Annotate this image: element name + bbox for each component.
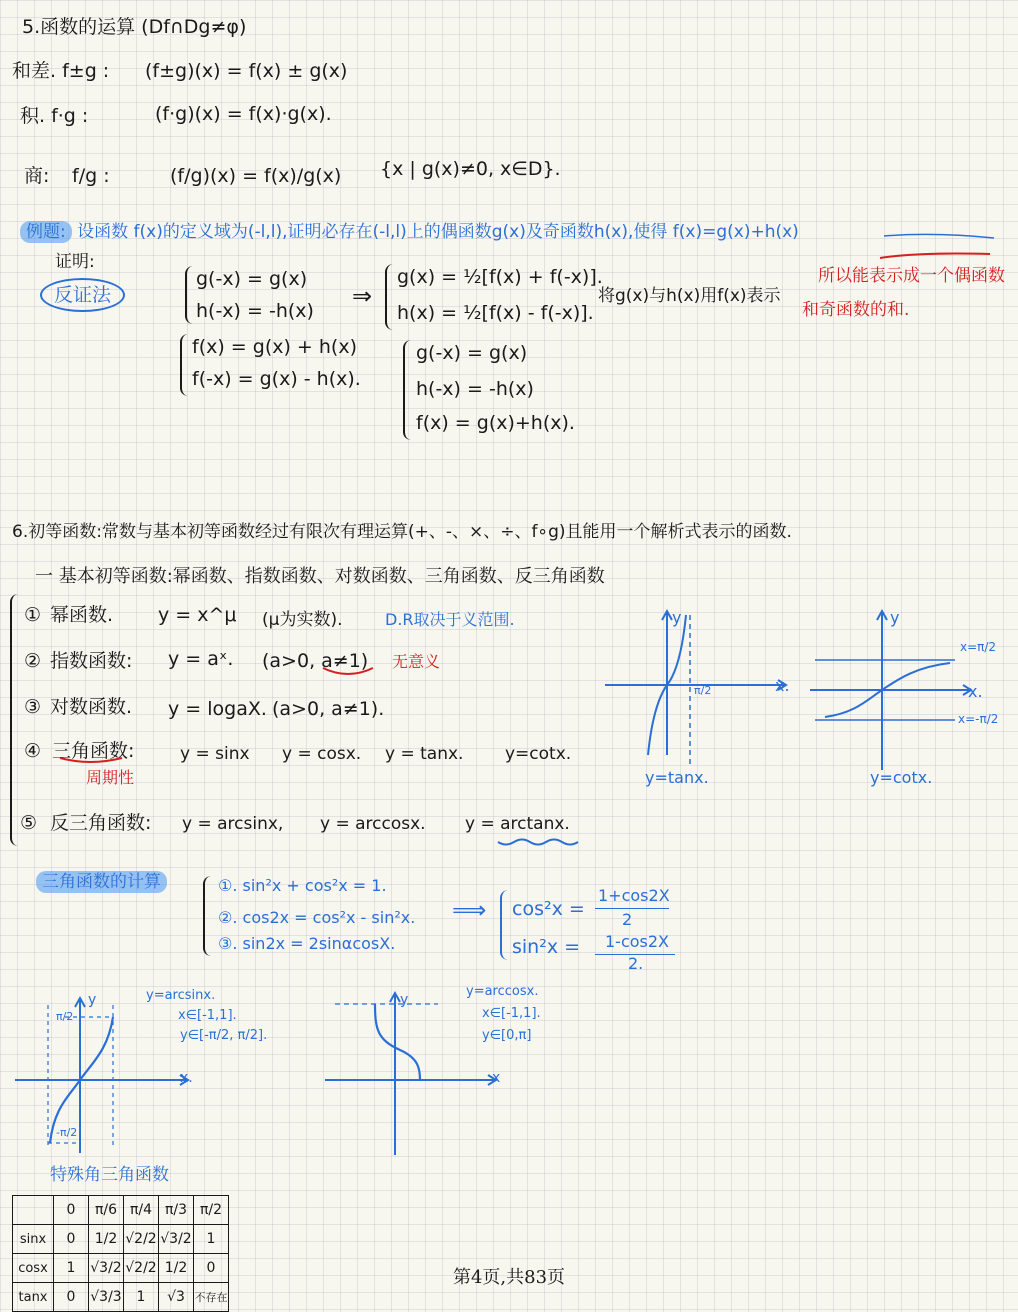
table-cell: √3/2 bbox=[159, 1225, 194, 1254]
check-even: g(-x) = g(x) bbox=[416, 342, 528, 364]
table-header-row bbox=[13, 1196, 229, 1225]
red-note-line-2: 和奇函数的和. bbox=[802, 300, 910, 320]
table-cell: √3/2 bbox=[89, 1254, 124, 1283]
trig-value-table bbox=[12, 1195, 229, 1312]
item-4-name: 三角函数: bbox=[52, 740, 135, 762]
sys2-diff: f(-x) = g(x) - h(x). bbox=[192, 368, 361, 390]
arccos-caption: y=arccosx. bbox=[466, 984, 539, 999]
sum-formula: (f±g)(x) = f(x) ± g(x) bbox=[145, 60, 348, 82]
table-corner bbox=[13, 1196, 54, 1225]
item-2-condition: (a>0, a≠1) bbox=[262, 650, 369, 672]
item-3-condition: (a>0, a≠1). bbox=[272, 698, 385, 720]
sin-squared-lhs: sin²x = bbox=[512, 936, 581, 958]
item-3-number: ③ bbox=[24, 696, 42, 718]
check-odd: h(-x) = -h(x) bbox=[416, 378, 534, 400]
cos-squared-numerator: 1+cos2X bbox=[598, 886, 670, 905]
trig-arrow: ⟹ bbox=[452, 896, 487, 924]
item-4-red-note: 周期性 bbox=[86, 768, 135, 787]
arccos-axis-x: x bbox=[492, 1070, 501, 1086]
trig-identity-3: ③. sin2x = 2sinαcosX. bbox=[218, 934, 396, 953]
tan-caption: y=tanx. bbox=[645, 768, 709, 787]
table-cell: √2/2 bbox=[124, 1225, 159, 1254]
arcsin-axis-y: y bbox=[88, 992, 97, 1008]
cos-squared-lhs: cos²x = bbox=[512, 898, 585, 920]
table-header-cell: π/3 bbox=[159, 1196, 194, 1225]
arcsin-bottom-mark: -π/2 bbox=[56, 1126, 78, 1139]
item-1-number: ① bbox=[24, 604, 42, 626]
row-label: cosx bbox=[13, 1254, 54, 1283]
item-1-formula: y = x^μ bbox=[158, 604, 237, 626]
solution-remark: 将g(x)与h(x)用f(x)表示 bbox=[598, 286, 781, 306]
table-header-cell: π/2 bbox=[194, 1196, 229, 1225]
cot-axis-y: y bbox=[890, 608, 900, 627]
red-note-line-1: 所以能表示成一个偶函数 bbox=[818, 266, 1005, 286]
item-3-formula: y = logaX. bbox=[168, 698, 267, 720]
table-cell: 1 bbox=[54, 1254, 89, 1283]
table-cell: √3/3 bbox=[89, 1283, 124, 1312]
method-label: 反证法 bbox=[40, 278, 125, 312]
cos-squared-denominator: 2 bbox=[622, 910, 633, 929]
trig-calc-tag-wrap bbox=[36, 872, 167, 892]
page-footer: 第4页,共83页 bbox=[452, 1267, 566, 1288]
implies-arrow: ⇒ bbox=[352, 282, 373, 310]
product-formula: (f·g)(x) = f(x)·g(x). bbox=[155, 103, 332, 125]
quotient-domain: {x | g(x)≠0, x∈D}. bbox=[380, 158, 561, 180]
product-label: 积. f·g : bbox=[20, 105, 89, 127]
section-6-title: 6.初等函数:常数与基本初等函数经过有限次有理运算(+、-、×、÷、f∘g)且能用一个解析式表示的函数. bbox=[12, 522, 792, 542]
arccos-domain: x∈[-1,1]. bbox=[482, 1006, 541, 1021]
row-label: sinx bbox=[13, 1225, 54, 1254]
item-5-name: 反三角函数: bbox=[50, 812, 152, 834]
arcsin-graph bbox=[10, 995, 200, 1155]
arcsin-range: y∈[-π/2, π/2]. bbox=[180, 1028, 268, 1043]
item-5-arccos: y = arccosx. bbox=[320, 814, 426, 834]
quotient-lhs: f/g : bbox=[72, 165, 110, 187]
item-4-tan: y = tanx. bbox=[385, 744, 464, 764]
item-5-arcsin: y = arcsinx, bbox=[182, 814, 284, 834]
tan-pi-half-mark: π/2 bbox=[694, 684, 712, 697]
arcsin-caption: y=arcsinx. bbox=[146, 988, 216, 1003]
item-4-sin: y = sinx bbox=[180, 744, 250, 764]
example-text: 设函数 f(x)的定义域为(-l,l),证明必存在(-l,l)上的偶函数g(x)及奇函数h(x),使得 f(x)=g(x)+h(x) bbox=[77, 222, 799, 242]
check-sum: f(x) = g(x)+h(x). bbox=[416, 412, 575, 434]
row-label: tanx bbox=[13, 1283, 54, 1312]
sys1-even: g(-x) = g(x) bbox=[196, 268, 308, 290]
brace-trig-result bbox=[500, 890, 510, 960]
sys2-sum: f(x) = g(x) + h(x) bbox=[192, 336, 357, 358]
trig-identity-1: ①. sin²x + cos²x = 1. bbox=[218, 876, 387, 895]
table-cell: 0 bbox=[54, 1225, 89, 1254]
arccos-axis-y: y bbox=[400, 992, 409, 1008]
table-header-cell: 0 bbox=[54, 1196, 89, 1225]
item-1-blue-note: D.R取决于义范围. bbox=[385, 610, 515, 629]
item-5-number: ⑤ bbox=[20, 812, 38, 834]
arccos-range: y∈[0,π] bbox=[482, 1028, 532, 1043]
item-2-red-note: 无意义 bbox=[392, 652, 441, 671]
quotient-formula: (f/g)(x) = f(x)/g(x) bbox=[170, 165, 342, 187]
table-cell: 不存在 bbox=[194, 1283, 229, 1312]
item-3-name: 对数函数. bbox=[50, 696, 133, 718]
table-cell: 1 bbox=[194, 1225, 229, 1254]
arcsin-axis-x: x. bbox=[180, 1070, 193, 1086]
basic-functions-heading: 一 基本初等函数:幂函数、指数函数、对数函数、三角函数、反三角函数 bbox=[35, 566, 605, 587]
table-cell: 1/2 bbox=[159, 1254, 194, 1283]
solution-g: g(x) = ½[f(x) + f(-x)]. bbox=[397, 266, 603, 288]
section-5-title: 5.函数的运算 (Df∩Dg≠φ) bbox=[22, 16, 247, 38]
arcsin-domain: x∈[-1,1]. bbox=[178, 1008, 237, 1023]
item-5-arctan: y = arctanx. bbox=[465, 814, 570, 834]
quotient-label: 商: bbox=[24, 165, 50, 187]
cot-bottom-asymptote: x=-π/2 bbox=[958, 712, 999, 726]
table-header-cell: π/6 bbox=[89, 1196, 124, 1225]
item-1-note: (μ为实数). bbox=[262, 610, 343, 630]
item-1-name: 幂函数. bbox=[50, 604, 114, 626]
item-4-number: ④ bbox=[24, 740, 42, 762]
table-cell: √2/2 bbox=[124, 1254, 159, 1283]
cot-caption: y=cotx. bbox=[870, 768, 933, 787]
cot-axis-x: x. bbox=[968, 682, 983, 701]
sys1-odd: h(-x) = -h(x) bbox=[196, 300, 314, 322]
table-cell: √3 bbox=[159, 1283, 194, 1312]
proof-label: 证明: bbox=[55, 252, 95, 272]
item-4-cot: y=cotx. bbox=[505, 744, 572, 764]
brace-trig bbox=[203, 876, 213, 956]
trig-identity-2: ②. cos2x = cos²x - sin²x. bbox=[218, 908, 416, 927]
tan-axis-x: x. bbox=[775, 676, 790, 695]
arcsin-top-mark: π/2 bbox=[56, 1010, 74, 1023]
example-tag: 例题: bbox=[20, 221, 72, 243]
table-cell: 1 bbox=[124, 1283, 159, 1312]
trig-table-title: 特殊角三角函数 bbox=[50, 1165, 169, 1185]
item-2-formula: y = aˣ. bbox=[168, 648, 234, 670]
item-2-number: ② bbox=[24, 650, 42, 672]
item-4-cos: y = cosx. bbox=[282, 744, 362, 764]
table-cell: 0 bbox=[194, 1254, 229, 1283]
table-row bbox=[13, 1225, 229, 1254]
tan-axis-y: y bbox=[672, 608, 682, 627]
table-cell: 1/2 bbox=[89, 1225, 124, 1254]
sum-label: 和差. f±g : bbox=[12, 60, 110, 82]
solution-h: h(x) = ½[f(x) - f(-x)]. bbox=[397, 302, 594, 324]
table-cell: 0 bbox=[54, 1283, 89, 1312]
sin-squared-denominator: 2. bbox=[628, 954, 644, 973]
table-header-cell: π/4 bbox=[124, 1196, 159, 1225]
item-2-name: 指数函数: bbox=[50, 650, 133, 672]
cos-squared-fraction-bar bbox=[595, 908, 669, 909]
trig-calc-tag: 三角函数的计算 bbox=[36, 871, 167, 893]
cot-top-asymptote: x=π/2 bbox=[960, 640, 997, 654]
sin-squared-numerator: 1-cos2X bbox=[605, 932, 670, 951]
